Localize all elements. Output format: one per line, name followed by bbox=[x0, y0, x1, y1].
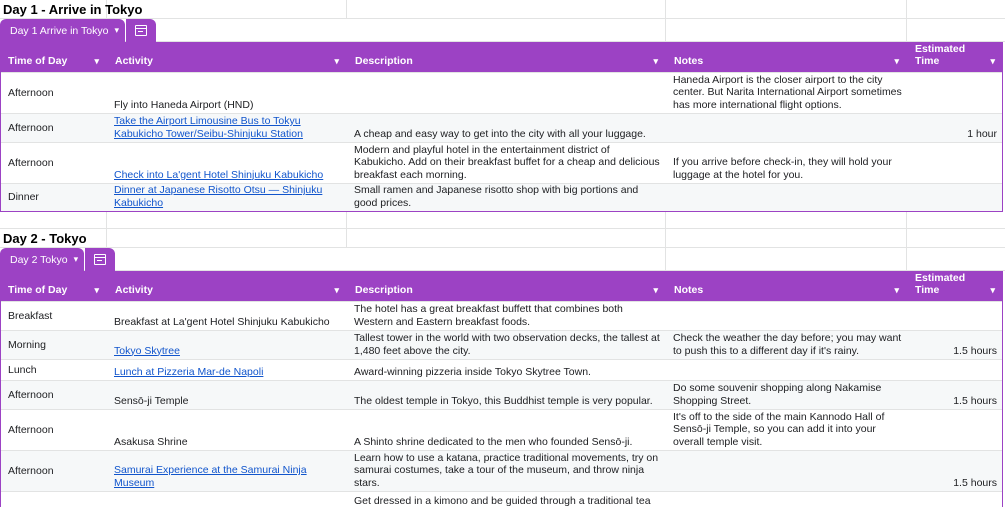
cell-notes[interactable]: Haneda Airport is the closer airport to the city center. But Narita International Airport sometimes has more international flight options. bbox=[673, 73, 902, 111]
header-notes[interactable]: Notes ▾ bbox=[667, 271, 908, 301]
table-row bbox=[1, 183, 1002, 211]
activity-link[interactable]: Tokyo Skytree bbox=[114, 344, 180, 357]
cell-time[interactable]: Lunch bbox=[8, 363, 37, 376]
chevron-down-icon[interactable]: ▾ bbox=[894, 56, 899, 66]
table-row bbox=[1, 450, 1002, 491]
cell-notes[interactable] bbox=[667, 184, 908, 211]
grid-row bbox=[0, 229, 1005, 248]
table-row bbox=[1, 380, 1002, 409]
cell-estimated-time[interactable]: 1.5 hours bbox=[953, 476, 997, 489]
header-description[interactable]: Description ▾ bbox=[348, 42, 667, 72]
cell-time[interactable]: Afternoon bbox=[8, 388, 54, 401]
cell-activity[interactable]: Breakfast at La'gent Hotel Shinjuku Kabukicho bbox=[114, 315, 330, 328]
day2-table-name-dropdown[interactable] bbox=[0, 248, 84, 271]
cell-estimated-time[interactable]: 1.5 hours bbox=[953, 344, 997, 357]
grid-row bbox=[0, 0, 1005, 19]
cell-notes[interactable] bbox=[667, 114, 908, 142]
cell-description[interactable]: Award-winning pizzeria inside Tokyo Skytree Town. bbox=[354, 365, 591, 378]
chevron-down-icon[interactable]: ▾ bbox=[653, 56, 658, 66]
chevron-down-icon[interactable]: ▾ bbox=[653, 285, 658, 295]
header-activity[interactable]: Activity ▾ bbox=[108, 271, 348, 301]
table-row bbox=[1, 359, 1002, 380]
cell-activity[interactable]: Asakusa Shrine bbox=[114, 435, 188, 448]
table-row bbox=[1, 113, 1002, 142]
cell-estimated-time[interactable]: 1 hour bbox=[967, 127, 997, 140]
grid-row bbox=[0, 248, 1005, 271]
cell-description[interactable]: Small ramen and Japanese risotto shop with big portions and good prices. bbox=[354, 184, 639, 209]
cell-time[interactable]: Breakfast bbox=[8, 309, 53, 322]
table-row bbox=[1, 142, 1002, 183]
cell-activity[interactable] bbox=[108, 143, 348, 183]
cell-time[interactable]: Morning bbox=[8, 338, 46, 351]
header-estimated-time[interactable]: Estimated Time ▾ bbox=[908, 42, 1004, 72]
day2-table bbox=[0, 271, 1003, 507]
chevron-down-icon[interactable]: ▾ bbox=[990, 56, 995, 66]
day2-tab-label: Day 2 Tokyo bbox=[10, 253, 68, 266]
header-notes[interactable]: Notes ▾ bbox=[667, 42, 908, 72]
cell-description[interactable]: Learn how to use a katana, practice traditional movements, try on samurai costumes, take a tour of the museum, and throw ninja stars. bbox=[354, 451, 659, 489]
cell-estimated-time[interactable] bbox=[908, 73, 1004, 113]
cell-time[interactable]: Afternoon bbox=[8, 156, 54, 169]
chevron-down-icon[interactable]: ▾ bbox=[334, 285, 339, 295]
cell-estimated-time[interactable]: 1.5 hours bbox=[953, 394, 997, 407]
chevron-down-icon[interactable]: ▾ bbox=[94, 285, 99, 295]
cell-description[interactable] bbox=[348, 73, 667, 113]
activity-link[interactable]: Samurai Experience at the Samurai Ninja Museum bbox=[114, 464, 307, 489]
header-estimated-time[interactable]: Estimated Time ▾ bbox=[908, 271, 1004, 301]
day1-calendar-view-button[interactable] bbox=[126, 19, 156, 42]
cell-time[interactable]: Afternoon bbox=[8, 121, 54, 134]
cell-activity[interactable] bbox=[108, 451, 348, 491]
calendar-icon bbox=[94, 254, 106, 265]
activity-link[interactable]: Lunch at Pizzeria Mar-de Napoli bbox=[114, 365, 264, 378]
table-row bbox=[1, 409, 1002, 450]
chevron-down-icon[interactable]: ▾ bbox=[94, 56, 99, 66]
chevron-down-icon[interactable]: ▾ bbox=[894, 285, 899, 295]
cell-activity[interactable]: Sensō-ji Temple bbox=[114, 394, 189, 407]
day2-calendar-view-button[interactable] bbox=[85, 248, 115, 271]
cell-description[interactable]: The hotel has a great breakfast buffett that combines both Western and Eastern breakfast foods. bbox=[354, 303, 623, 328]
cell-activity[interactable] bbox=[108, 360, 348, 380]
cell-estimated-time[interactable] bbox=[908, 492, 1004, 507]
day1-table-tab bbox=[0, 19, 156, 42]
activity-link[interactable]: Check into La'gent Hotel Shinjuku Kabukicho bbox=[114, 168, 324, 181]
cell-description[interactable]: Modern and playful hotel in the entertainment district of Kabukicho. Add on their breakfast buffet for a cheap and delicious breakfast each morning. bbox=[354, 143, 660, 181]
chevron-down-icon[interactable]: ▾ bbox=[334, 56, 339, 66]
cell-estimated-time[interactable] bbox=[908, 302, 1004, 330]
cell-time[interactable]: Afternoon bbox=[8, 464, 54, 477]
header-description[interactable]: Description ▾ bbox=[348, 271, 667, 301]
cell-activity[interactable]: Fly into Haneda Airport (HND) bbox=[114, 98, 254, 111]
day1-table bbox=[0, 42, 1003, 212]
header-time-of-day[interactable]: Time of Day ▾ bbox=[1, 42, 108, 72]
cell-description[interactable]: A cheap and easy way to get into the city with all your luggage. bbox=[354, 127, 646, 140]
calendar-icon bbox=[135, 25, 147, 36]
day1-tab-label: Day 1 Arrive in Tokyo bbox=[10, 24, 109, 37]
cell-time[interactable]: Afternoon bbox=[8, 423, 54, 436]
day1-table-name-dropdown[interactable] bbox=[0, 19, 125, 42]
activity-link[interactable]: Dinner at Japanese Risotto Otsu — Shinjuku Kabukicho bbox=[114, 184, 323, 209]
cell-description[interactable]: The oldest temple in Tokyo, this Buddhist temple is very popular. bbox=[354, 394, 653, 407]
cell-time[interactable] bbox=[1, 492, 108, 507]
cell-activity[interactable] bbox=[108, 184, 348, 211]
header-time-of-day[interactable]: Time of Day ▾ bbox=[1, 271, 108, 301]
cell-notes[interactable] bbox=[667, 302, 908, 330]
cell-description[interactable]: Tallest tower in the world with two observation decks, the tallest at 1,480 feet above the city. bbox=[354, 332, 660, 357]
cell-time[interactable]: Afternoon bbox=[8, 86, 54, 99]
day2-table-tab bbox=[0, 248, 115, 271]
cell-activity[interactable] bbox=[108, 114, 348, 142]
day2-table-header bbox=[1, 271, 1002, 301]
cell-estimated-time[interactable] bbox=[908, 410, 1004, 450]
chevron-down-icon[interactable]: ▾ bbox=[990, 285, 995, 295]
activity-link[interactable]: Take the Airport Limousine Bus to Tokyu Kabukicho Tower/Seibu-Shinjuku Station bbox=[114, 115, 303, 140]
day1-title: Day 1 - Arrive in Tokyo bbox=[3, 2, 143, 17]
day2-title: Day 2 - Tokyo bbox=[3, 231, 87, 246]
cell-estimated-time[interactable] bbox=[908, 143, 1004, 183]
table-row bbox=[1, 491, 1002, 507]
cell-notes[interactable]: Do some souvenir shopping along Nakamise Shopping Street. bbox=[673, 382, 882, 407]
chevron-down-icon: ▾ bbox=[73, 254, 79, 264]
cell-notes[interactable]: It's off to the side of the main Kannodo Hall of Sensō-ji Temple, so you can add it into your overall temple visit. bbox=[673, 410, 885, 448]
cell-description[interactable]: A Shinto shrine dedicated to the men who founded Sensō-ji. bbox=[354, 435, 633, 448]
cell-activity[interactable] bbox=[108, 331, 348, 359]
cell-description[interactable]: Get dressed in a kimono and be guided through a traditional tea bbox=[354, 495, 651, 507]
table-row bbox=[1, 72, 1002, 113]
day1-table-header bbox=[1, 42, 1002, 72]
cell-notes[interactable]: Check the weather the day before; you may want to push this to a different day if it's rainy. bbox=[673, 332, 902, 357]
cell-notes[interactable] bbox=[667, 360, 908, 380]
cell-notes[interactable] bbox=[667, 492, 908, 507]
table-row bbox=[1, 330, 1002, 359]
header-activity[interactable]: Activity ▾ bbox=[108, 42, 348, 72]
cell-estimated-time[interactable] bbox=[908, 360, 1004, 380]
cell-activity[interactable] bbox=[108, 492, 348, 507]
chevron-down-icon: ▾ bbox=[114, 25, 119, 35]
grid-row bbox=[0, 212, 1005, 229]
cell-notes[interactable] bbox=[667, 451, 908, 491]
table-row bbox=[1, 301, 1002, 330]
cell-time[interactable]: Dinner bbox=[8, 191, 39, 204]
cell-notes[interactable]: If you arrive before check-in, they will hold your luggage at the hotel for you. bbox=[673, 156, 892, 181]
cell-estimated-time[interactable] bbox=[908, 184, 1004, 211]
